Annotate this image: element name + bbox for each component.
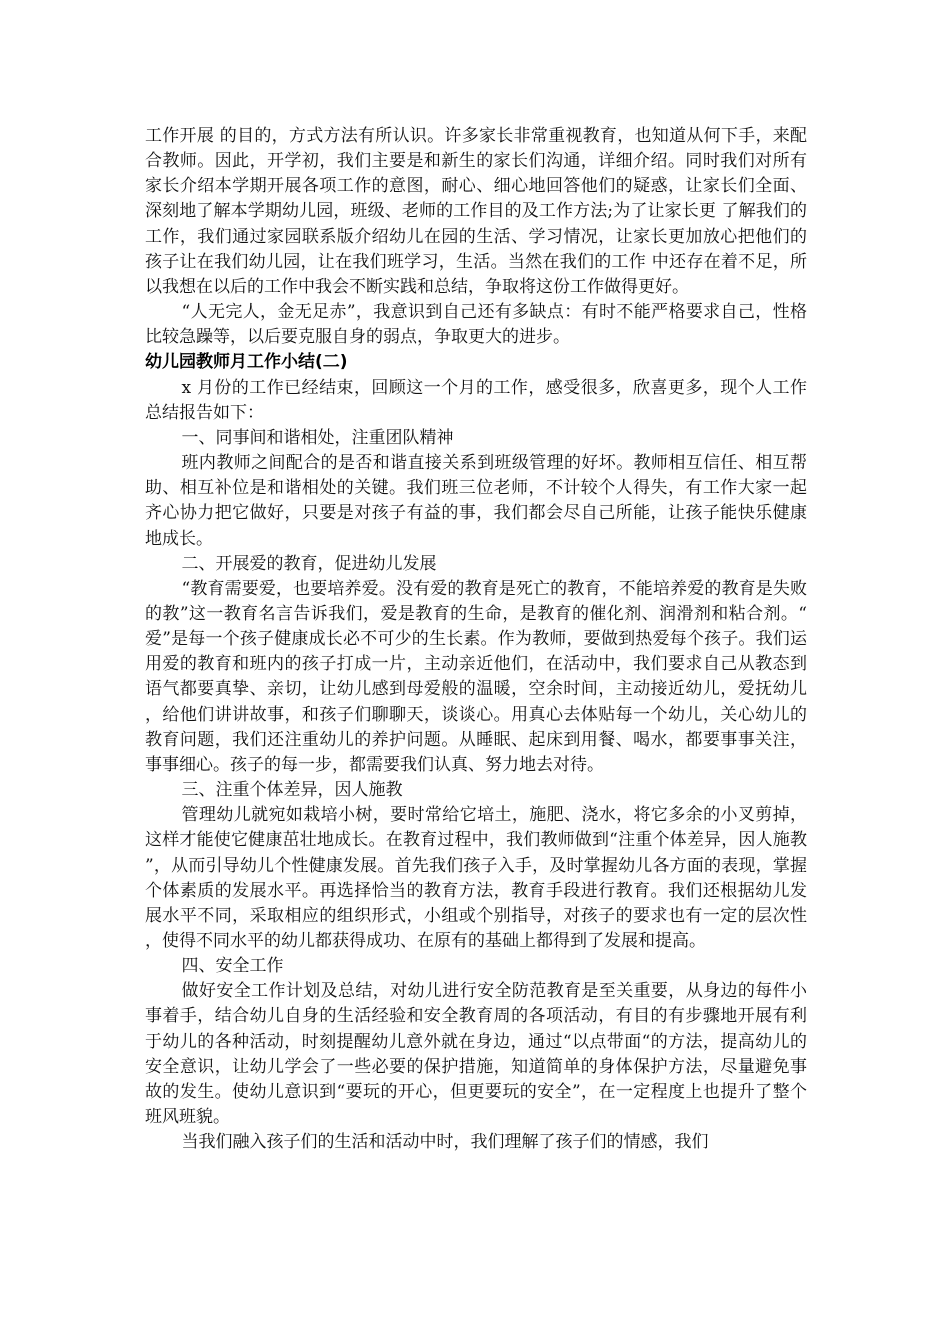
section-heading: 幼儿园教师月工作小结(二) [145,352,348,373]
body-paragraph: “教育需要爱，也要培养爱。没有爱的教育是死亡的教育，不能培养爱的教育是失败的教”这一教育名言告诉我们，爱是教育的生命，是教育的催化剂、润滑剂和粘合剂。“爱”是每一个孩子健康成长必不可少的生长素。作为教师，要做到热爱每个孩子。我们运用爱的教育和班内的孩子打成一片，主动亲近他们，在活动中，我们要求自己从教态到语气都要真挚、亲切，让幼儿感到母爱般的温暖，空余时间，主动接近幼儿，爱抚幼儿，给他们讲讲故事，和孩子们聊聊天，谈谈心。用真心去体贴每一个幼儿，关心幼儿的教育问题，我们还注重幼儿的养护问题。从睡眠、起床到用餐、喝水，都要事事关注，事事细心。孩子的每一步，都需要我们认真、努力地去对待。 [145,578,807,775]
body-paragraph: 做好安全工作计划及总结，对幼儿进行安全防范教育是至关重要，从身边的每件小事着手，结合幼儿自身的生活经验和安全教育周的各项活动，有目的有步骤地开展有利于幼儿的各种活动，时刻提醒幼儿意外就在身边，通过“以点带面“的方法，提高幼儿的安全意识，让幼儿学会了一些必要的保护措施，知道简单的身体保护方法，尽量避免事故的发生。使幼儿意识到“要玩的开心，但更要玩的安全”，在一定程度上也提升了整个班风班貌。 [145,981,807,1128]
subsection-title: 四、安全工作 [181,956,284,977]
subsection-title: 一、同事间和谐相处，注重团队精神 [181,427,454,448]
subsection-title: 三、注重个体差异，因人施教 [181,780,403,801]
body-paragraph: 管理幼儿就宛如栽培小树，要时常给它培土，施肥、浇水，将它多余的小叉剪掉，这样才能使它健康茁壮地成长。在教育过程中，我们教师做到“注重个体差异，因人施教”，从而引导幼儿个性健康发展。首先我们孩子入手，及时掌握幼儿各方面的表现，掌握个体素质的发展水平。再选择恰当的教育方法，教育手段进行教育。我们还根据幼儿发展水平不同，采取相应的组织形式，小组或个别指导，对孩子的要求也有一定的层次性，使得不同水平的幼儿都获得成功、在原有的基础上都得到了发展和提高。 [145,805,807,951]
body-paragraph: x 月份的工作已经结束，回顾这一个月的工作，感受很多，欣喜更多，现个人工作总结报告如下： [145,377,807,423]
body-paragraph: 当我们融入孩子们的生活和活动中时，我们理解了孩子们的情感，我们 [181,1132,709,1153]
document-page [145,124,807,1155]
body-paragraph: “人无完人，金无足赤”，我意识到自己还有多缺点：有时不能严格要求自己，性格比较急躁等，以后要克服自身的弱点，争取更大的进步。 [145,302,807,348]
body-paragraph: 班内教师之间配合的是否和谐直接关系到班级管理的好坏。教师相互信任、相互帮助、相互补位是和谐相处的关键。我们班三位老师，不计较个人得失，有工作大家一起齐心协力把它做好，只要是对孩子有益的事，我们都会尽自己所能，让孩子能快乐健康地成长。 [145,453,807,549]
subsection-title: 二、开展爱的教育，促进幼儿发展 [181,553,437,574]
body-paragraph: 工作开展 的目的，方式方法有所认识。许多家长非常重视教育，也知道从何下手，来配合教师。因此，开学初，我们主要是和新生的家长们沟通，详细介绍。同时我们对所有家长介绍本学期开展各项工作的意图，耐心、细心地回答他们的疑惑，让家长们全面、深刻地了解本学期幼儿园，班级、老师的工作目的及工作方法;为了让家长更 了解我们的工作，我们通过家园联系版介绍幼儿在园的生活、学习情况，让家长更加放心把他们的孩子让在我们幼儿园，让在我们班学习，生活。当然在我们的工作 中还存在着不足，所以我想在以后的工作中我会不断实践和总结，争取将这份工作做得更好。 [145,126,807,297]
